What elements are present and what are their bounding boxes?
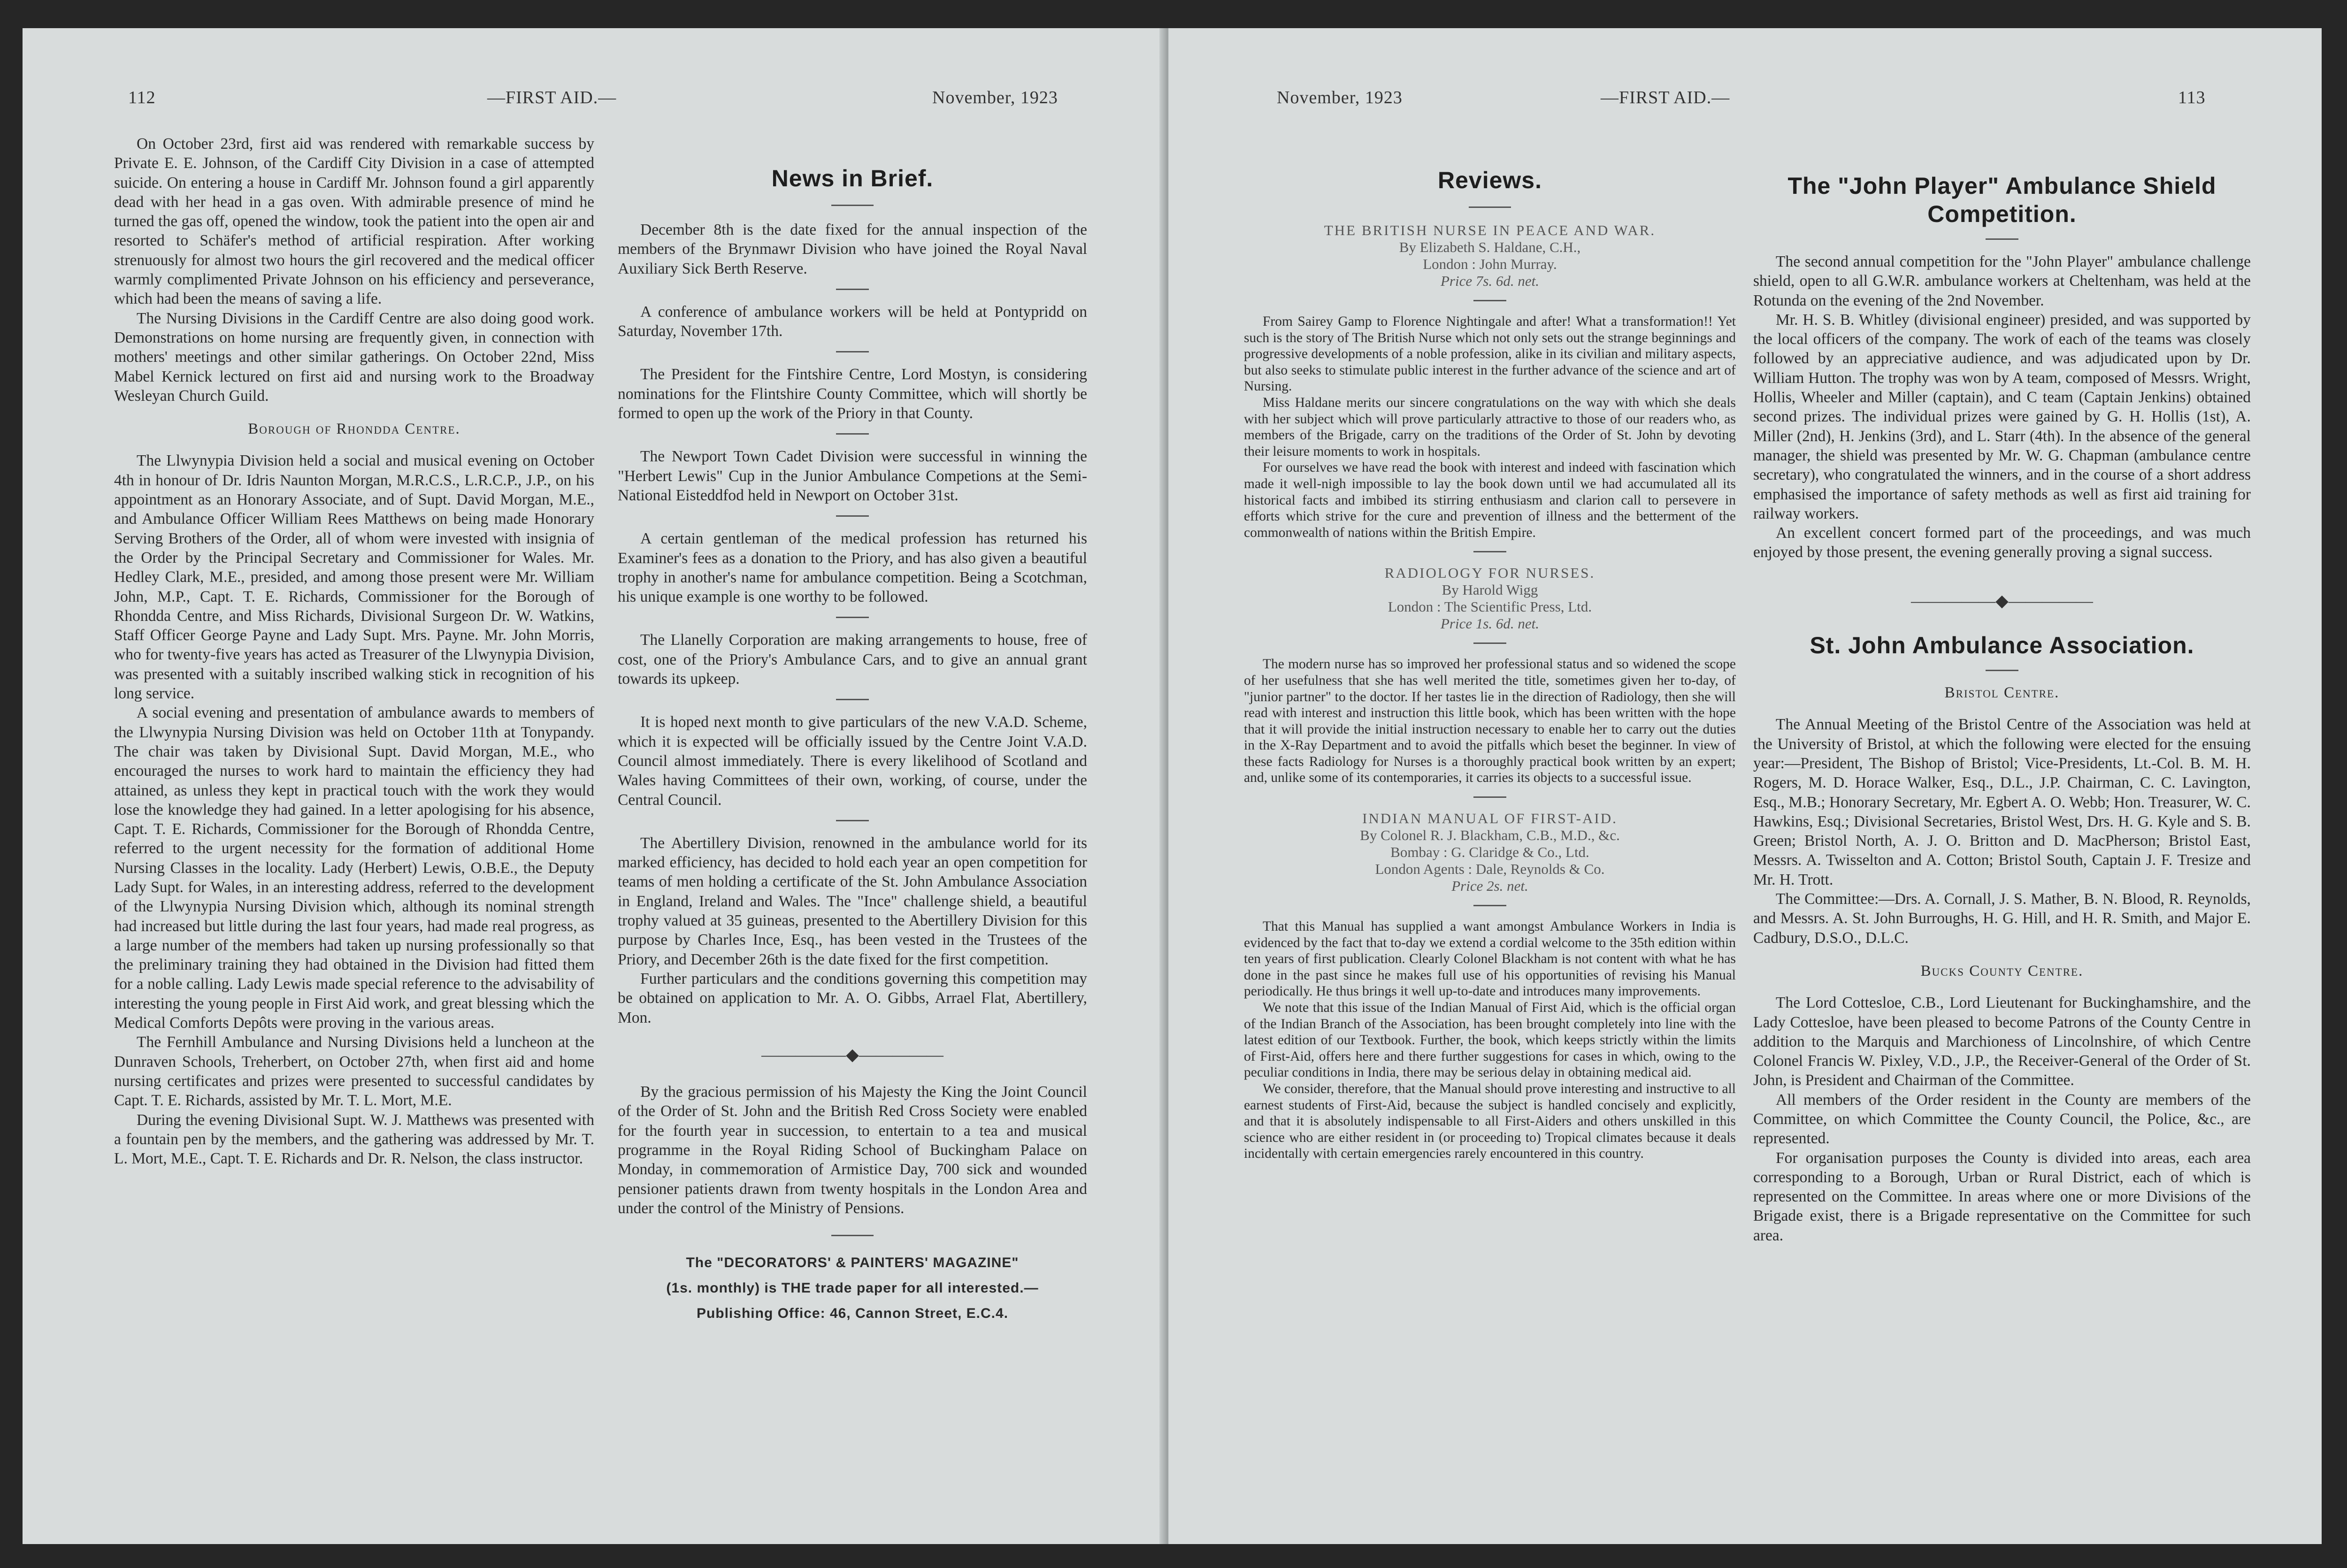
divider bbox=[836, 699, 869, 700]
left-column-2 bbox=[618, 119, 1087, 1326]
divider bbox=[836, 433, 869, 435]
left-column-1 bbox=[114, 134, 594, 1168]
advert-line: The "DECORATORS' & PAINTERS' MAGAZINE" bbox=[686, 1255, 1019, 1271]
paragraph: The second annual competition for the "John Player" ambulance challenge shield, open to all G.W.R. ambulance workers at Cheltenham, was held at the Rotunda on the evening of the 2nd November. bbox=[1753, 253, 2251, 309]
news-item: The Llanelly Corporation are making arrangements to house, free of cost, one of the Priory's Ambulance Cars, and to give an annual grant towards its upkeep. bbox=[618, 631, 1087, 688]
paragraph: All members of the Order resident in the County are members of the Committee, on which Committee the County Council, the Police, &c., are represented. bbox=[1753, 1091, 2251, 1147]
right-column-2 bbox=[1753, 119, 2251, 1245]
book-publisher: London : The Scientific Press, Ltd. bbox=[1388, 598, 1592, 615]
book-title: RADIOLOGY FOR NURSES. bbox=[1384, 565, 1595, 581]
news-item: The President for the Fintshire Centre, Lord Mostyn, is considering nominations for the Flintshire County Committee, which will shortly be formed to open up the work of the Priory in that County. bbox=[618, 366, 1087, 422]
book-price: Price 1s. 6d. net. bbox=[1440, 615, 1540, 632]
review-paragraph: That this Manual has supplied a want amongst Ambulance Workers in India is evidenced by the fact that to-day we extend a cordial welcome to the 35th edition within ten years of first publication. Clearly Colonel Blackham is not content with what he has done in the past since he makes full use of his opportunities of revising his Manual periodically. He thus brings it well up-to-date and introduces many improvements. bbox=[1244, 919, 1736, 999]
book-entry bbox=[1244, 222, 1736, 290]
reviews-heading: Reviews. bbox=[1437, 167, 1542, 193]
book-title: THE BRITISH NURSE IN PEACE AND WAR. bbox=[1324, 222, 1656, 238]
section-subheading: Borough of Rhondda Centre. bbox=[248, 421, 460, 438]
book-author: By Colonel R. J. Blackham, C.B., M.D., &c. bbox=[1360, 827, 1620, 844]
book-author: By Elizabeth S. Haldane, C.H., bbox=[1399, 239, 1581, 255]
book-entry bbox=[1244, 810, 1736, 895]
divider bbox=[1473, 905, 1506, 906]
paragraph: An excellent concert formed part of the proceedings, and was much enjoyed by those present, the evening generally proving a signal success. bbox=[1753, 524, 2251, 561]
divider bbox=[1469, 207, 1511, 208]
news-item: It is hoped next month to give particulars of the new V.A.D. Scheme, which it is expected will be officially issued by the Centre Joint V.A.D. Council almost immediately. There is every likelihood of Scotland and Wales having Committees of their own, working, of course, under the Central Council. bbox=[618, 713, 1087, 809]
book-title: INDIAN MANUAL OF FIRST-AID. bbox=[1362, 810, 1618, 827]
advert-line: Publishing Office: 46, Cannon Street, E.C.4. bbox=[696, 1306, 1009, 1322]
divider bbox=[1473, 551, 1506, 552]
divider bbox=[836, 515, 869, 517]
paragraph: Mr. H. S. B. Whitley (divisional engineer) presided, and was supported by the local officers of the company. The work of each of the teams was closely followed by an appreciative audience, and was adjudicated upon by Dr. William Hutton. The trophy was won by A team, composed of Messrs. Wright, Hollis, Wheeler and Miller (captain), and C team (Captain Jenkins) obtained second prizes. The individual prizes were gained by G. H. Hollis (1st), A. Miller (2nd), H. Jenkins (3rd), and L. Starr (4th). In the absence of the general manager, the shield was presented by Mr. W. G. Chapman (ambulance centre secretary), who congratulated the winners, and in the course of a short address emphasised the importance of safety methods as well as first aid training for railway workers. bbox=[1753, 311, 2251, 522]
page-number: 113 bbox=[2178, 88, 2206, 107]
review-paragraph: For ourselves we have read the book with interest and indeed with fascination which made it well-nigh impossible to lay the book down until we had accumulated all its historical facts and imbibed its stirring enthusiasm and clarion call to persevere in efforts which strive for the cure and prevention of illness and the betterment of the commonwealth of nations within the British Empire. bbox=[1244, 460, 1736, 540]
st-john-heading: St. John Ambulance Association. bbox=[1810, 632, 2194, 659]
book-price: Price 7s. 6d. net. bbox=[1440, 273, 1540, 289]
divider bbox=[836, 820, 869, 821]
advert bbox=[618, 1250, 1087, 1326]
news-item: December 8th is the date fixed for the annual inspection of the members of the Brynmawr Division who have joined the Royal Naval Auxiliary Sick Berth Reserve. bbox=[618, 221, 1087, 277]
news-item: A conference of ambulance workers will be held at Pontypridd on Saturday, November 17th. bbox=[618, 303, 1087, 340]
paragraph: The Committee:—Drs. A. Cornall, J. S. Mather, B. N. Blood, R. Reynolds, and Messrs. A. St. John Burroughs, H. G. Hill, and H. R. Smith, and Major E. Cadbury, D.S.O., D.L.C. bbox=[1753, 890, 2251, 947]
issue-date: November, 1923 bbox=[1277, 88, 1403, 107]
left-page bbox=[23, 28, 1164, 1544]
paragraph: During the evening Divisional Supt. W. J. Matthews was presented with a fountain pen by the members, and the gathering was addressed by Mr. T. L. Mort, M.E., Capt. T. E. Richards and Dr. R. Nelson, the class instructor. bbox=[114, 1111, 594, 1168]
review-paragraph: We note that this issue of the Indian Manual of First Aid, which is the official organ of the Indian Branch of the Association, has been brought completely into line with the latest edition of our Textbook. Further, the book, which keeps strictly within the limits of First-Aid, offers here and there further suggestions for cases in which, owing to the peculiar conditions in India, there may be serious delay in obtaining medical aid. bbox=[1244, 1000, 1736, 1080]
advert-line: (1s. monthly) is THE trade paper for all interested.— bbox=[666, 1280, 1039, 1296]
review-paragraph: The modern nurse has so improved her professional status and so widened the scope of her usefulness that she has well merited the title, sometimes given her to-day, of "junior partner" to the doctor. If her tastes lie in the direction of Radiology, then she will read with interest and instruction this little book, which has been written with the hope that it will provide the initial instruction necessary to enable her to carry out the duties in the X-Ray Department and to avoid the pitfalls which beset the beginner. In view of these facts Radiology for Nurses is a thoroughly practical book written by an expert; and, unlike some of its contemporaries, it carries its objects to a successful issue. bbox=[1244, 657, 1736, 786]
book-price: Price 2s. net. bbox=[1451, 878, 1528, 895]
review-paragraph: We consider, therefore, that the Manual should prove interesting and instructive to all earnest students of First-Aid, because the subject is handled concisely and explicitly, and that it is absolutely indispensable to all First-Aiders and others unskilled in this science who are either resident in (or proceeding to) Tropical climates because it deals incidentally with certain emergencies rarely encountered in this country. bbox=[1244, 1081, 1736, 1162]
news-item: The Newport Town Cadet Division were successful in winning the "Herbert Lewis" Cup in the Junior Ambulance Competions at the Semi-National Eisteddfod held in Newport on October 31st. bbox=[618, 448, 1087, 504]
right-page bbox=[1168, 28, 2322, 1544]
paragraph: On October 23rd, first aid was rendered with remarkable success by Private E. E. Johnson, of the Cardiff City Division in a case of attempted suicide. On entering a house in Cardiff Mr. Johnson found a girl apparently dead with her head in a gas oven. With admirable presence of mind he turned the gas off, opened the window, took the patient into the open air and resorted to Schäfer's method of artificial respiration. After working strenuously for almost two hours the girl recovered and the medical officer warmly complimented Private Johnson on his efficiency and perseverance, which had been the means of saving a life. bbox=[114, 135, 594, 308]
divider bbox=[831, 205, 874, 206]
book-author: By Harold Wigg bbox=[1442, 581, 1538, 598]
divider bbox=[836, 351, 869, 352]
section-subheading: Bucks County Centre. bbox=[1920, 962, 2084, 979]
book-agents: London Agents : Dale, Reynolds & Co. bbox=[1375, 861, 1605, 878]
divider bbox=[1986, 238, 2018, 240]
divider bbox=[836, 617, 869, 618]
divider bbox=[831, 1235, 874, 1236]
ornament-divider: —————◆————— bbox=[761, 1045, 943, 1064]
review-paragraph: Miss Haldane merits our sincere congratulations on the way with which she deals with her subject which will prove particularly attractive to those of our readers who, as members of the Brigade, carry on the traditions of the Order of St. John by devoting their leisure moments to work in hospitals. bbox=[1244, 395, 1736, 459]
news-item: Further particulars and the conditions governing this competition may be obtained on application to Mr. A. O. Gibbs, Arrael Flat, Abertillery, Mon. bbox=[618, 970, 1087, 1026]
divider bbox=[1986, 670, 2018, 671]
paragraph: The Llwynypia Division held a social and musical evening on October 4th in honour of Dr. Idris Naunton Morgan, M.R.C.S., L.R.C.P., J.P., on his appointment as an Honorary Associate, and of Supt. David Morgan, M.E., and Ambulance Officer William Rees Matthews on being made Honorary Serving Brothers of the Order, all of whom were invested with insignia of the Order by the Principal Secretary and Commissioner for Wales. Mr. Hedley Clark, M.E., presided, and among those present were Mr. William John, M.P., Capt. T. E. Richards, Commissioner for the Borough of Rhondda Centre, and Miss Richards, Divisional Surgeon Dr. W. Watkins, Staff Officer George Payne and Lady Supt. Mrs. Payne. Mr. John Morris, who for twenty-five years has acted as Treasurer of the Llwynypia Division, was presented with a suitably inscribed walking stick in recognition of his long service. bbox=[114, 452, 594, 703]
paragraph: A social evening and presentation of ambulance awards to members of the Llwynypia Nursing Division was held on October 11th at Tonypandy. The chair was taken by Divisional Supt. David Morgan, M.E., who encouraged the nurses to work hard to maintain the efficiency they had attained, as unless they kept in practical touch with the work they would lose the knowledge they had gained. In a letter apologising for his absence, Capt. T. E. Richards, Commissioner for the Borough of Rhondda Centre, referred to the urgent necessity for the formation of additional Home Nursing Classes in the locality. Lady (Herbert) Lewis, O.B.E., the Deputy Lady Supt. for Wales, in an interesting address, referred to the development of the Llwynypia Nursing Division which, although its nominal strength had increased but little during the last four years, had made real progress, as a large number of the members had taken up nursing professionally so that the preliminary training they had obtained in the Division had fitted them for a noble calling. Lady Lewis made special reference to the advisability of interesting the young people in First Aid work, and great blessing which the Medical Comforts Depôts were proving in the various areas. bbox=[114, 704, 594, 1032]
book-publisher: Bombay : G. Claridge & Co., Ltd. bbox=[1390, 844, 1589, 861]
issue-date: November, 1923 bbox=[932, 88, 1058, 107]
book-publisher: London : John Murray. bbox=[1423, 256, 1557, 272]
book-entry bbox=[1244, 565, 1736, 632]
divider bbox=[1473, 300, 1506, 301]
page-number: 112 bbox=[128, 88, 156, 107]
running-title: —FIRST AID.— bbox=[1601, 88, 1730, 107]
paragraph: The Lord Cottesloe, C.B., Lord Lieutenant for Buckinghamshire, and the Lady Cottesloe, have been pleased to become Patrons of the County Centre in addition to the Marquis and Marchioness of Lincolnshire, of which Centre Colonel Francis W. Pixley, V.D., J.P., the Receiver-General of the Order of St. John, is President and Chairman of the Committee. bbox=[1753, 994, 2251, 1089]
news-in-brief-heading: News in Brief. bbox=[771, 165, 934, 191]
review-paragraph: From Sairey Gamp to Florence Nightingale and after! What a transformation!! Yet such is the story of The British Nurse which not only sets out the strange beginnings and progressive developments of a noble profession, alike in its civilian and military aspects, but also seeks to stimulate public interest in the further advance of the science and art of Nursing. bbox=[1244, 314, 1736, 394]
divider bbox=[836, 289, 869, 290]
running-title: —FIRST AID.— bbox=[487, 88, 617, 107]
divider bbox=[1473, 642, 1506, 644]
paragraph: The Annual Meeting of the Bristol Centre of the Association was held at the University of Bristol, at which the following were elected for the ensuing year:—President, The Bishop of Bristol; Vice-Presidents, Lt.-Col. B. M. H. Rogers, M. D. Horace Walker, Esq., D.L., J.P. Chairman, C. C. Lavington, Esq., M.B.; Honorary Secretary, Mr. Egbert A. O. Webb; Hon. Treasurer, W. C. Hawkins, Esq.; Divisional Secretaries, Bristol West, Drs. H. G. Kyle and S. B. Green; Bristol North, A. J. O. Britton and D. MacPherson; Bristol East, Messrs. A. Twisselton and A. Cotton; Bristol South, Captain J. F. Tresize and Mr. H. Trott. bbox=[1753, 716, 2251, 888]
ornament-divider: —————◆————— bbox=[1911, 591, 2093, 610]
john-player-heading: The "John Player" Ambulance Shield Competition. bbox=[1787, 173, 2217, 227]
news-item: The Abertillery Division, renowned in the ambulance world for its marked efficiency, has decided to hold each year an open competition for teams of men holding a certificate of the St. John Ambulance Association in England, Ireland and Wales. The "Ince" challenge shield, a beautiful trophy valued at 35 guineas, presented to the Abertillery Division for this purpose by Charles Ince, Esq., has been vested in the Trustees of the Priory, and December 26th is the date fixed for the first competition. bbox=[618, 834, 1087, 968]
right-column-1 bbox=[1244, 119, 1736, 1162]
paragraph: The Nursing Divisions in the Cardiff Centre are also doing good work. Demonstrations on home nursing are frequently given, in connection with mothers' meetings and other similar gatherings. On October 22nd, Miss Mabel Kernick lectured on first aid and nursing work to the Broadway Wesleyan Church Guild. bbox=[114, 309, 594, 405]
paragraph: For organisation purposes the County is divided into areas, each area corresponding to a Borough, Urban or Rural District, each of which is represented on the Committee. In areas where one or more Divisions of the Brigade exist, there is a Brigade representative on the Committee for such area. bbox=[1753, 1149, 2251, 1244]
section-subheading: Bristol Centre. bbox=[1944, 684, 2060, 702]
paragraph: The Fernhill Ambulance and Nursing Divisions held a luncheon at the Dunraven Schools, Treherbert, on October 27th, when first aid and home nursing certificates and prizes were presented to successful candidates by Capt. T. E. Richards, assisted by Mr. T. L. Mort, M.E. bbox=[114, 1033, 594, 1109]
divider bbox=[1473, 796, 1506, 798]
news-item: A certain gentleman of the medical profession has returned his Examiner's fees as a donation to the Priory, and has also given a beautiful trophy in another's name for ambulance competition. Being a Scotchman, his unique example is one worthy to be followed. bbox=[618, 530, 1087, 606]
news-item: By the gracious permission of his Majesty the King the Joint Council of the Order of St. John and the British Red Cross Society were enabled for the fourth year in succession, to entertain to a tea and musical programme in the Royal Riding School of Buckingham Palace on Monday, in commemoration of Armistice Day, 700 sick and wounded pensioner patients drawn from twenty hospitals in the London Area and under the control of the Ministry of Pensions. bbox=[618, 1083, 1087, 1217]
